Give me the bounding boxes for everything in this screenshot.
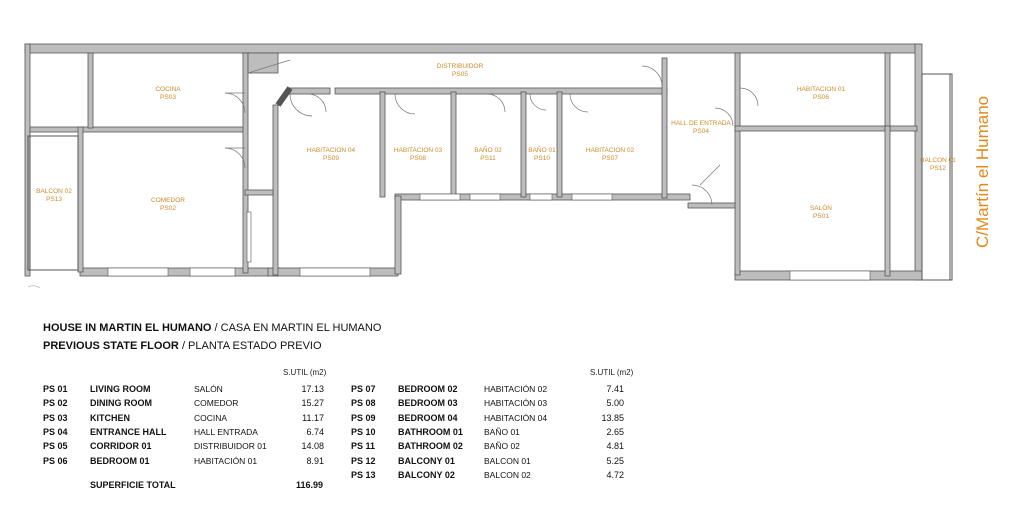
plan-title [43,319,381,355]
table-row: PS 01 LIVING ROOM SALÓN 17.13 [43,384,324,395]
table-row: PS 11 BATHROOM 02 BAÑO 02 4.81 [351,441,624,452]
room-label-hall-de-entrada: HALL DE ENTRADA PS04 [671,120,731,135]
total-label: SUPERFICIE TOTAL [90,480,176,490]
column-header-left: S.UTIL (m2) [283,368,327,377]
column-header-right: S.UTIL (m2) [590,368,634,377]
room-label-bano-01: BAÑO 01 PS10 [528,147,556,162]
table-row: PS 03 KITCHEN COCINA 11.17 [43,412,324,423]
room-label-cocina: COCINA PS03 [155,86,181,101]
table-row: PS 13 BALCONY 02 BALCON 02 4.72 [351,469,624,480]
svg-text:C/Martín el Humano: C/Martín el Humano [973,95,992,248]
room-label-comedor: COMEDOR PS02 [151,197,185,212]
total-value: 116.99 [295,480,323,490]
room-label-habitacion-04: HABITACION 04 PS09 [306,147,356,162]
room-label-habitacion-01: HABITACION 01 PS06 [796,86,846,101]
table-row: PS 07 BEDROOM 02 HABITACIÓN 02 7.41 [351,384,624,395]
area-table-right [351,382,624,482]
table-row: PS 08 BEDROOM 03 HABITACIÓN 03 5.00 [351,398,624,409]
room-label-bano-02: BAÑO 02 PS11 [474,147,502,162]
title-line-1: HOUSE IN MARTIN EL HUMANO / CASA EN MARTIN EL HUMANO [43,322,382,334]
title-line-2: PREVIOUS STATE FLOOR / PLANTA ESTADO PREVIO [43,340,322,352]
table-row: PS 10 BATHROOM 01 BAÑO 01 2.65 [351,427,624,438]
area-table-left [43,382,324,468]
room-label-habitacion-03: HABITACION 03 PS08 [393,147,443,162]
room-label-salon: SALÓN PS01 [809,205,833,220]
table-row: PS 06 BEDROOM 01 HABITACIÓN 01 8.91 [43,455,324,466]
table-row: PS 04 ENTRANCE HALL HALL ENTRADA 6.74 [43,427,324,438]
table-row: PS 12 BALCONY 01 BALCON 01 5.25 [351,455,624,466]
room-label-balcon-01: BALCON 01 PS12 [920,157,956,172]
street-name-label [966,74,996,254]
room-label-balcon-02: BALCON 02 PS13 [36,188,72,203]
room-label-habitacion-02: HABITACION 02 PS07 [585,147,635,162]
table-row: PS 02 DINING ROOM COMEDOR 15.27 [43,398,324,409]
table-row: PS 05 CORRIDOR 01 DISTRIBUIDOR 01 14.08 [43,441,324,452]
room-label-distribuidor: DISTRIBUIDOR PS05 [436,63,484,78]
table-row: PS 09 BEDROOM 04 HABITACIÓN 04 13.85 [351,412,624,423]
